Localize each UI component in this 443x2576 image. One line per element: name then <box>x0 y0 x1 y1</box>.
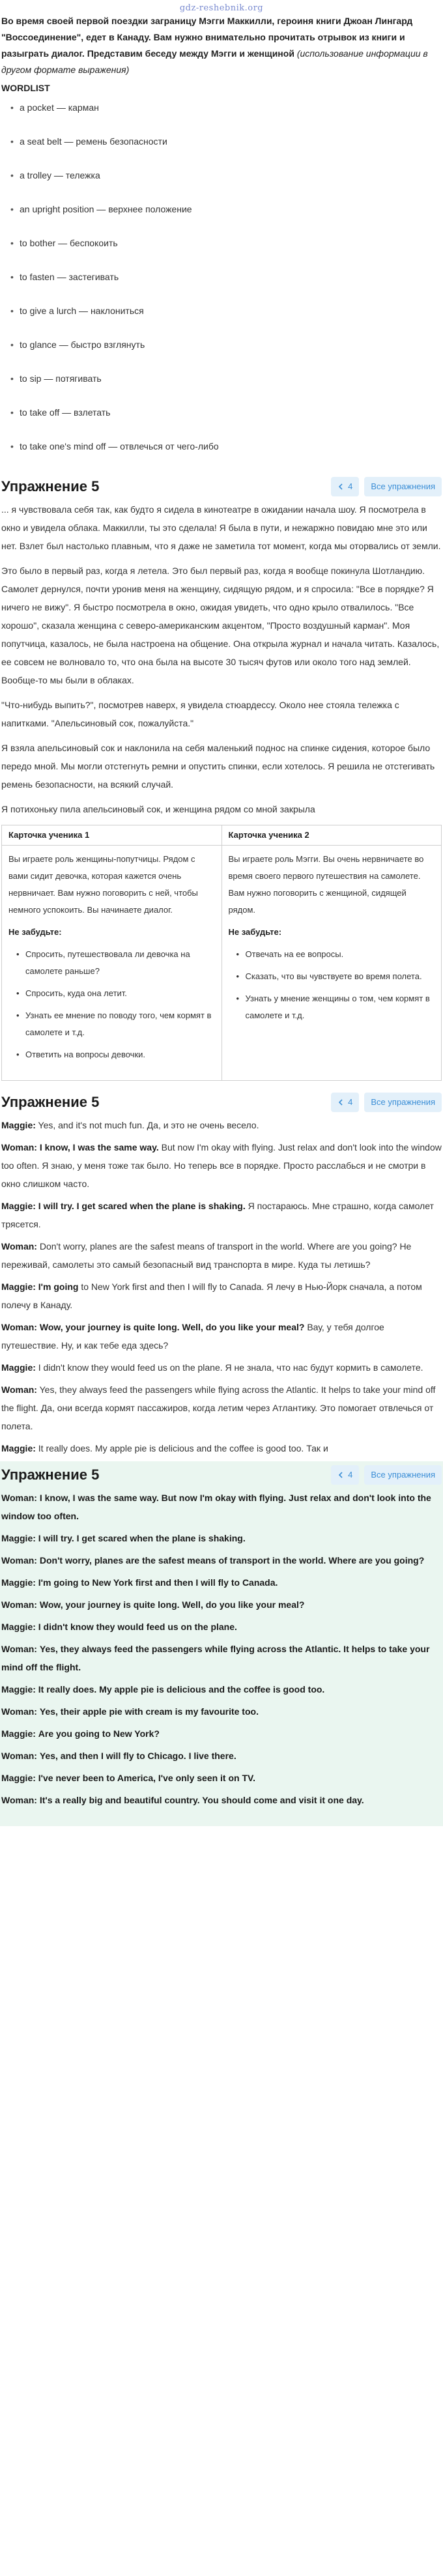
exercise-title: Упражнение 5 <box>1 478 100 494</box>
dialog-line <box>1 1318 442 1354</box>
card-remember: Не забудьте: <box>228 927 282 937</box>
card-list-item: • Отвечать на ее вопросы. <box>236 946 435 963</box>
line-text: Вау, у тебя долгое путешествие. Ну, и как тебе еда здесь? <box>1 1322 384 1351</box>
speaker-name: Maggie: <box>1 1443 36 1453</box>
exercise-2 <box>0 1089 443 1457</box>
card-list-item: • Спросить, куда она летит. <box>16 985 215 1002</box>
card-list-item: • Ответить на вопросы девочки. <box>16 1046 215 1063</box>
wordlist-item: • to bother — беспокоить <box>10 236 442 250</box>
speaker-name: Woman: <box>1 1795 37 1805</box>
exercise-header <box>1 1089 442 1116</box>
english-phrase: I know, I was the same way. <box>39 1142 159 1152</box>
speaker-name: Woman: <box>1 1751 37 1761</box>
exercise-title: Упражнение 5 <box>1 1467 100 1483</box>
wordlist-item: • a seat belt — ремень безопасности <box>10 134 442 149</box>
wordlist-item: • a trolley — тележка <box>10 168 442 182</box>
card-text: Вы играете роль женщины-попутчицы. Рядом с вами сидит девочка, которая кажется очень нервничает. Вам нужно поговорить с ней, чтобы немного успокоить. Вы начинаете диалог. <box>8 854 198 915</box>
card-list-item: • Сказать, что вы чувствуете во время полета. <box>236 968 435 985</box>
dialog-english <box>1 1489 442 1809</box>
line-text: Wow, your journey is quite long. Well, do you like your meal? <box>39 1599 305 1610</box>
exercise-nav <box>331 1093 442 1112</box>
line-text: I'm going to New York first and then I will fly to Canada. <box>38 1577 278 1588</box>
wordlist-item: • to take off — взлетать <box>10 405 442 420</box>
wordlist-item: • to take one's mind off — отвлечься от чего-либо <box>10 439 442 453</box>
prev-exercise-button[interactable] <box>331 1465 359 1485</box>
exercise-number: 4 <box>348 1470 353 1480</box>
dialog-line <box>1 1489 442 1525</box>
dialog-line <box>1 1381 442 1435</box>
speaker-name: Woman: <box>1 1493 37 1503</box>
line-text: But now I'm okay with flying. Just relax and don't look into the window too often. Я знаю, у меня тоже так было. Но теперь все в порядке. Просто расслабься и не смотри в окно слишком часто. <box>1 1142 442 1189</box>
intro-section <box>0 13 443 453</box>
line-text: Are you going to New York? <box>38 1728 160 1739</box>
speaker-name: Maggie: <box>1 1533 36 1543</box>
wordlist-item: • to fasten — застегивать <box>10 270 442 284</box>
dialog-line <box>1 1791 442 1809</box>
dialog-line <box>1 1529 442 1547</box>
speaker-name: Maggie: <box>1 1577 36 1588</box>
student-card-2 <box>222 825 442 1080</box>
exercise-nav <box>331 477 442 496</box>
dialog-line <box>1 1237 442 1274</box>
wordlist-item: • to give a lurch — наклониться <box>10 304 442 318</box>
card-title: Карточка ученика 2 <box>222 825 442 846</box>
dialog-line <box>1 1702 442 1721</box>
speaker-name: Maggie: <box>1 1728 36 1739</box>
speaker-name: Maggie: <box>1 1281 36 1292</box>
speaker-name: Maggie: <box>1 1773 36 1783</box>
english-phrase: I'm going <box>38 1281 79 1292</box>
exercise-number: 4 <box>348 1097 353 1107</box>
student-card-1 <box>2 825 222 1080</box>
speaker-name: Maggie: <box>1 1362 36 1373</box>
dialog-line <box>1 1640 442 1676</box>
exercise-number: 4 <box>348 481 353 491</box>
dialog-line <box>1 1439 442 1457</box>
line-text: Don't worry, planes are the safest means of transport in the world. Where are you going? Не переживай, самолеты это самый безопасный вид транспорта в мире. Куда ты летишь? <box>1 1241 412 1270</box>
dialog-line <box>1 1724 442 1743</box>
dialog-line <box>1 1573 442 1592</box>
dialog-line <box>1 1358 442 1377</box>
speaker-name: Woman: <box>1 1599 37 1610</box>
exercise-nav <box>331 1465 442 1485</box>
exercise-header <box>1 473 442 500</box>
english-phrase: Wow, your journey is quite long. Well, do you like your meal? <box>39 1322 305 1332</box>
card-body <box>222 846 442 1035</box>
card-remember: Не забудьте: <box>8 927 62 937</box>
line-text: It really does. My apple pie is delicious and the coffee is good too. Так и <box>38 1443 328 1453</box>
dialog-translation <box>1 1116 442 1457</box>
role-cards <box>1 825 442 1081</box>
line-text: Yes, they always feed the passengers while flying across the Atlantic. It helps to take your mind off the flight. <box>1 1644 430 1672</box>
card-list-item: • Узнать ее мнение по поводу того, чем кормят в самолете и т.д. <box>16 1007 215 1041</box>
wordlist-item: • to sip — потягивать <box>10 371 442 386</box>
paragraph: Это было в первый раз, когда я летела. Это был первый раз, когда я вообще покинула Шотландию. Самолет дернулся, почти уронив меня на женщину, сидящую рядом, и я спросила: "Все в порядке? Я ничего не вижу". Я быстро посмотрела в окно, ожидая увидеть, что одно крыло отвалилось. "Все хорошо", сказала женщина с северо-американским акцентом, "Просто воздушный карман". Моя попутчица, казалось, не была настроена на общение. Она открыла журнал и начала читать. Казалось, ее совсем не волновало то, что она была на высоте 30 тысяч футов или около того над землей. Вообще-то мы были в облаках. <box>1 565 440 685</box>
card-list-item: • Узнать у мнение женщины о том, чем кормят в самолете и т.д. <box>236 990 435 1024</box>
arrow-left-icon <box>337 1099 344 1106</box>
dialog-line <box>1 1138 442 1193</box>
arrow-left-icon <box>337 483 344 490</box>
speaker-name: Woman: <box>1 1384 37 1395</box>
wordlist-item: • an upright position — верхнее положение <box>10 202 442 216</box>
exercise-1 <box>0 473 443 1081</box>
card-list-item: • Спросить, путешествовала ли девочка на самолете раньше? <box>16 946 215 980</box>
card-body <box>2 846 222 1074</box>
card-list <box>8 946 215 1063</box>
line-text: Я постараюсь. Мне страшно, когда самолет трясется. <box>1 1201 434 1229</box>
speaker-name: Woman: <box>1 1644 37 1654</box>
intro-main-text: Во время своей первой поездки заграницу Мэгги Маккилли, героиня книги Джоан Лингард "Воссоединение", едет в Канаду. Вам нужно внимательно прочитать отрывок из книги и разыграть диалог. Представим беседу между Мэгги и женщиной <box>1 16 413 59</box>
dialog-line <box>1 1596 442 1614</box>
dialog-line <box>1 1618 442 1636</box>
intro-note: (использование информации в другом формате выражения) <box>1 48 428 75</box>
line-text: Yes, and then I will fly to Chicago. I live there. <box>39 1751 236 1761</box>
dialog-line <box>1 1747 442 1765</box>
speaker-name: Woman: <box>1 1706 37 1717</box>
dialog-line <box>1 1680 442 1698</box>
card-list <box>229 946 435 1024</box>
dialog-line <box>1 1769 442 1787</box>
arrow-left-icon <box>337 1472 344 1478</box>
line-text: to New York first and then I will fly to Canada. Я лечу в Нью-Йорк сначала, а потом полечу в Канаду. <box>1 1281 422 1310</box>
speaker-name: Maggie: <box>1 1201 36 1211</box>
line-text: I know, I was the same way. But now I'm okay with flying. Just relax and don't look into the window too often. <box>1 1493 431 1521</box>
exercise-header <box>1 1461 442 1489</box>
all-exercises-button[interactable]: Все упражнения <box>364 1093 442 1112</box>
line-text: I didn't know they would feed us on the plane. Я не знала, что нас будут кормить в самолете. <box>38 1362 423 1373</box>
all-exercises-button[interactable]: Все упражнения <box>364 1465 442 1485</box>
exercise-3 <box>0 1461 443 1826</box>
line-text: Yes, they always feed the passengers while flying across the Atlantic. It helps to take your mind off the flight. Да, они всегда кормят пассажиров, когда летим через Атлантику. Это помогает отвлечься от полета. <box>1 1384 436 1431</box>
line-text: I didn't know they would feed us on the plane. <box>38 1622 237 1632</box>
speaker-name: Maggie: <box>1 1684 36 1695</box>
speaker-name: Woman: <box>1 1555 37 1566</box>
line-text: I've never been to America, I've only seen it on TV. <box>38 1773 255 1783</box>
site-logo[interactable]: gdz-reshebnik.org <box>179 3 264 13</box>
card-text: Вы играете роль Мэгги. Вы очень нервничаете во время своего первого путешествия на самолете. Вам нужно поговорить с женщиной, сидящей рядом. <box>228 854 424 915</box>
exercise-title: Упражнение 5 <box>1 1094 100 1110</box>
all-exercises-button[interactable]: Все упражнения <box>364 477 442 496</box>
speaker-name: Woman: <box>1 1142 37 1152</box>
dialog-line <box>1 1197 442 1233</box>
wordlist-title: WORDLIST <box>1 83 50 93</box>
paragraph: Я взяла апельсиновый сок и наклонила на себя маленький поднос на спинке сидения, которое было передо мной. Мы могли отстегнуть ремни и опустить спинки, если хотелось. Я решила не отстегивать ремень безопасности, на всякий случай. <box>1 743 435 790</box>
intro-text <box>1 13 442 78</box>
line-text: I will try. I get scared when the plane is shaking. <box>38 1533 246 1543</box>
wordlist-item: • a pocket — карман <box>10 100 442 115</box>
english-phrase: I will try. I get scared when the plane is shaking. <box>38 1201 246 1211</box>
exercise-text <box>1 500 442 818</box>
dialog-line <box>1 1116 442 1134</box>
speaker-name: Maggie: <box>1 1120 36 1130</box>
dialog-line <box>1 1278 442 1314</box>
prev-exercise-button[interactable] <box>331 1093 359 1112</box>
dialog-line <box>1 1551 442 1569</box>
card-title: Карточка ученика 1 <box>2 825 222 846</box>
line-text: It really does. My apple pie is delicious and the coffee is good too. <box>38 1684 325 1695</box>
speaker-name: Woman: <box>1 1322 37 1332</box>
line-text: It's a really big and beautiful country. You should come and visit it one day. <box>39 1795 364 1805</box>
line-text: Yes, and it's not much fun. Да, и это не очень весело. <box>38 1120 259 1130</box>
speaker-name: Woman: <box>1 1241 37 1252</box>
line-text: Don't worry, planes are the safest means of transport in the world. Where are you going? <box>39 1555 425 1566</box>
paragraph: "Что-нибудь выпить?", посмотрев наверх, я увидела стюардессу. Около нее стояла тележка с напитками. "Апельсиновый сок, пожалуйста." <box>1 700 399 728</box>
line-text: Yes, their apple pie with cream is my favourite too. <box>39 1706 259 1717</box>
wordlist-item: • to glance — быстро взглянуть <box>10 337 442 352</box>
speaker-name: Maggie: <box>1 1622 36 1632</box>
wordlist <box>1 100 442 453</box>
paragraph: Я потихоньку пила апельсиновый сок, и женщина рядом со мной закрыла <box>1 804 315 814</box>
paragraph: ... я чувствовала себя так, как будто я сидела в кинотеатре в ожидании начала шоу. Я посмотрела в окно и увидела облака. Маккилли, ты это сделала! Я была в пути, и нежаржно повидаю мне это или нет. Взлет был настолько плавным, что я даже не заметила тот момент, когда мы оторвались от земли. <box>1 504 441 551</box>
prev-exercise-button[interactable] <box>331 477 359 496</box>
